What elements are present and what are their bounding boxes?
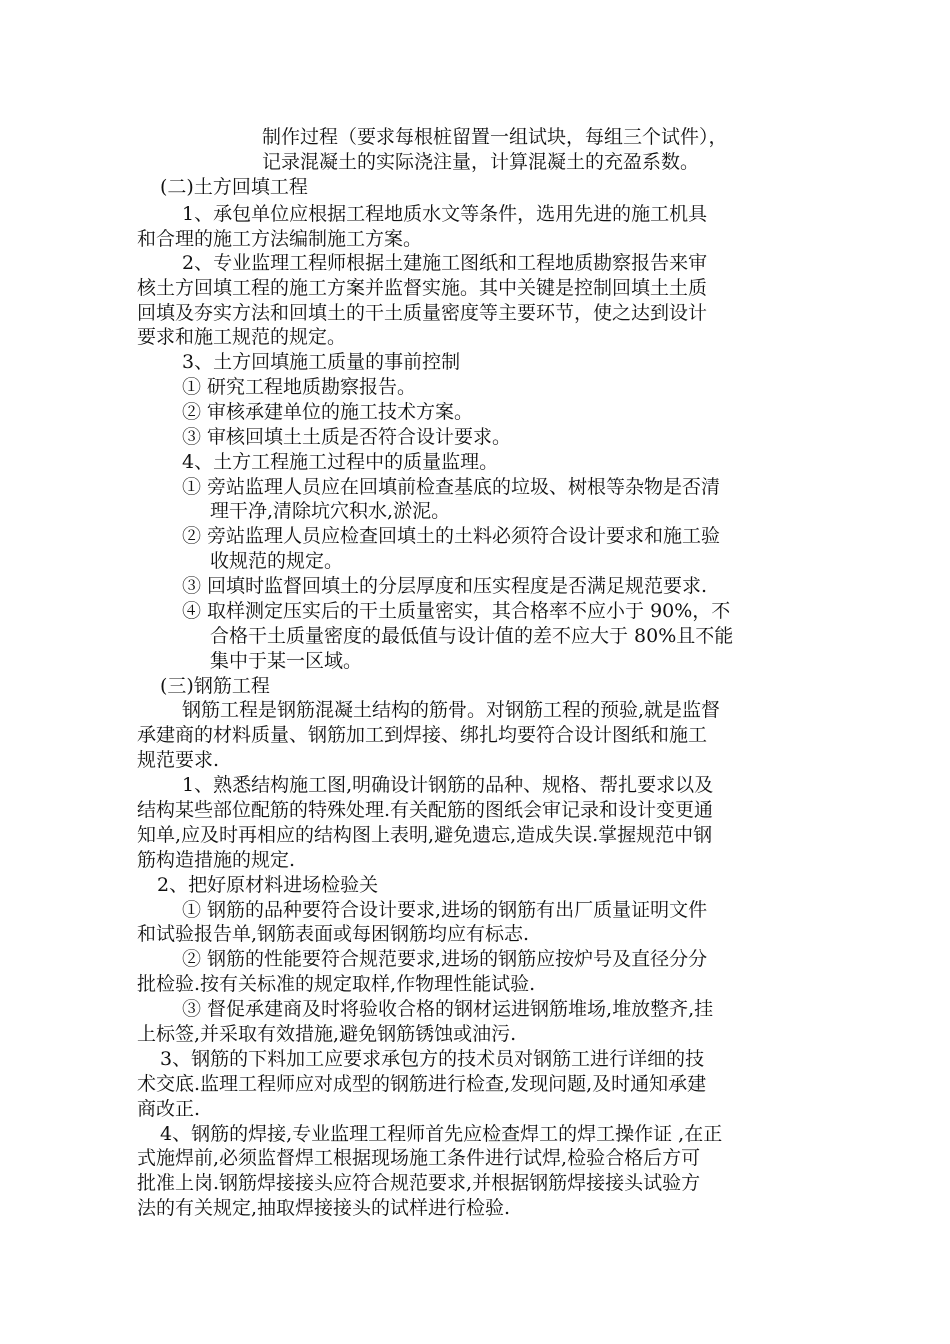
text-line: 和试验报告单,钢筋表面或每困钢筋均应有标志.	[137, 923, 530, 945]
section-heading: (二)土方回填工程	[160, 176, 308, 198]
text-line: ③ 审核回填土土质是否符合设计要求。	[182, 426, 512, 448]
text-line: 商改正.	[137, 1098, 201, 1120]
text-line: 2、专业监理工程师根据土建施工图纸和工程地质勘察报告来审	[182, 252, 708, 274]
text-line: 1、熟悉结构施工图,明确设计钢筋的品种、规格、帮扎要求以及	[182, 774, 714, 796]
text-line: 4、土方工程施工过程中的质量监理。	[182, 451, 499, 473]
text-line: ④ 取样测定压实后的干土质量密实，其合格率不应小于 90%，不	[182, 600, 731, 622]
text-line: 规范要求.	[137, 749, 220, 771]
text-line: ② 旁站监理人员应检查回填土的土料必须符合设计要求和施工验	[182, 525, 721, 547]
text-line: ① 研究工程地质勘察报告。	[182, 376, 417, 398]
text-line: 要求和施工规范的规定。	[137, 326, 347, 348]
text-line: 回填及夯实方法和回填土的干土质量密度等主要环节，使之达到设计	[137, 302, 708, 324]
text-line: 术交底.监理工程师应对成型的钢筋进行检查,发现问题,及时通知承建	[137, 1073, 707, 1095]
text-line: ① 旁站监理人员应在回填前检查基底的垃圾、树根等杂物是否清	[182, 476, 721, 498]
text-line: ① 钢筋的品种要符合设计要求,进场的钢筋有出厂质量证明文件	[182, 899, 708, 921]
text-line: 承建商的材料质量、钢筋加工到焊接、绑扎均要符合设计图纸和施工	[137, 724, 708, 746]
text-line: 集中于某一区域。	[210, 650, 363, 672]
text-line: ③ 回填时监督回填土的分层厚度和压实程度是否满足规范要求.	[182, 575, 708, 597]
text-line: ② 钢筋的性能要符合规范要求,进场的钢筋应按炉号及直径分分	[182, 948, 708, 970]
text-line: 制作过程（要求每根桩留置一组试块，每组三个试件），	[262, 126, 728, 148]
text-line: 法的有关规定,抽取焊接接头的试样进行检验.	[137, 1197, 511, 1219]
text-line: 批准上岗.钢筋焊接接头应符合规范要求,并根据钢筋焊接接头试验方	[137, 1172, 701, 1194]
text-line: 2、把好原材料进场检验关	[157, 874, 379, 896]
text-line: 收规范的规定。	[210, 550, 344, 572]
text-line: 核土方回填工程的施工方案并监督实施。其中关键是控制回填土土质	[137, 277, 708, 299]
text-line: 钢筋工程是钢筋混凝土结构的筋骨。对钢筋工程的预验,就是监督	[182, 699, 721, 721]
text-line: 结构某些部位配筋的特殊处理.有关配筋的图纸会审记录和设计变更通	[137, 799, 714, 821]
section-heading: (三)钢筋工程	[160, 675, 270, 697]
text-line: 批检验.按有关标准的规定取样,作物理性能试验.	[137, 973, 536, 995]
text-line: 知单,应及时再相应的结构图上表明,避免遗忘,造成失误.掌握规范中钢	[137, 824, 713, 846]
text-line: 合格干土质量密度的最低值与设计值的差不应大于 80%且不能	[210, 625, 734, 647]
text-line: 上标签,并采取有效措施,避免钢筋锈蚀或油污.	[137, 1023, 517, 1045]
text-line: 3、钢筋的下料加工应要求承包方的技术员对钢筋工进行详细的技	[160, 1048, 705, 1070]
text-line: 和合理的施工方法编制施工方案。	[137, 228, 423, 250]
text-line: 理干净,清除坑穴积水,淤泥。	[210, 500, 451, 522]
text-line: ② 审核承建单位的施工技术方案。	[182, 401, 474, 423]
text-line: 式施焊前,必须监督焊工根据现场施工条件进行试焊,检验合格后方可	[137, 1147, 701, 1169]
text-line: 记录混凝土的实际浇注量，计算混凝土的充盈系数。	[262, 151, 700, 173]
text-line: 4、钢筋的焊接,专业监理工程师首先应检查焊工的焊工操作证 ,在正	[160, 1123, 723, 1145]
text-line: ③ 督促承建商及时将验收合格的钢材运进钢筋堆场,堆放整齐,挂	[182, 998, 714, 1020]
text-line: 3、土方回填施工质量的事前控制	[182, 351, 461, 373]
text-line: 筋构造措施的规定.	[137, 849, 296, 871]
text-line: 1、承包单位应根据工程地质水文等条件，选用先进的施工机具	[182, 203, 708, 225]
